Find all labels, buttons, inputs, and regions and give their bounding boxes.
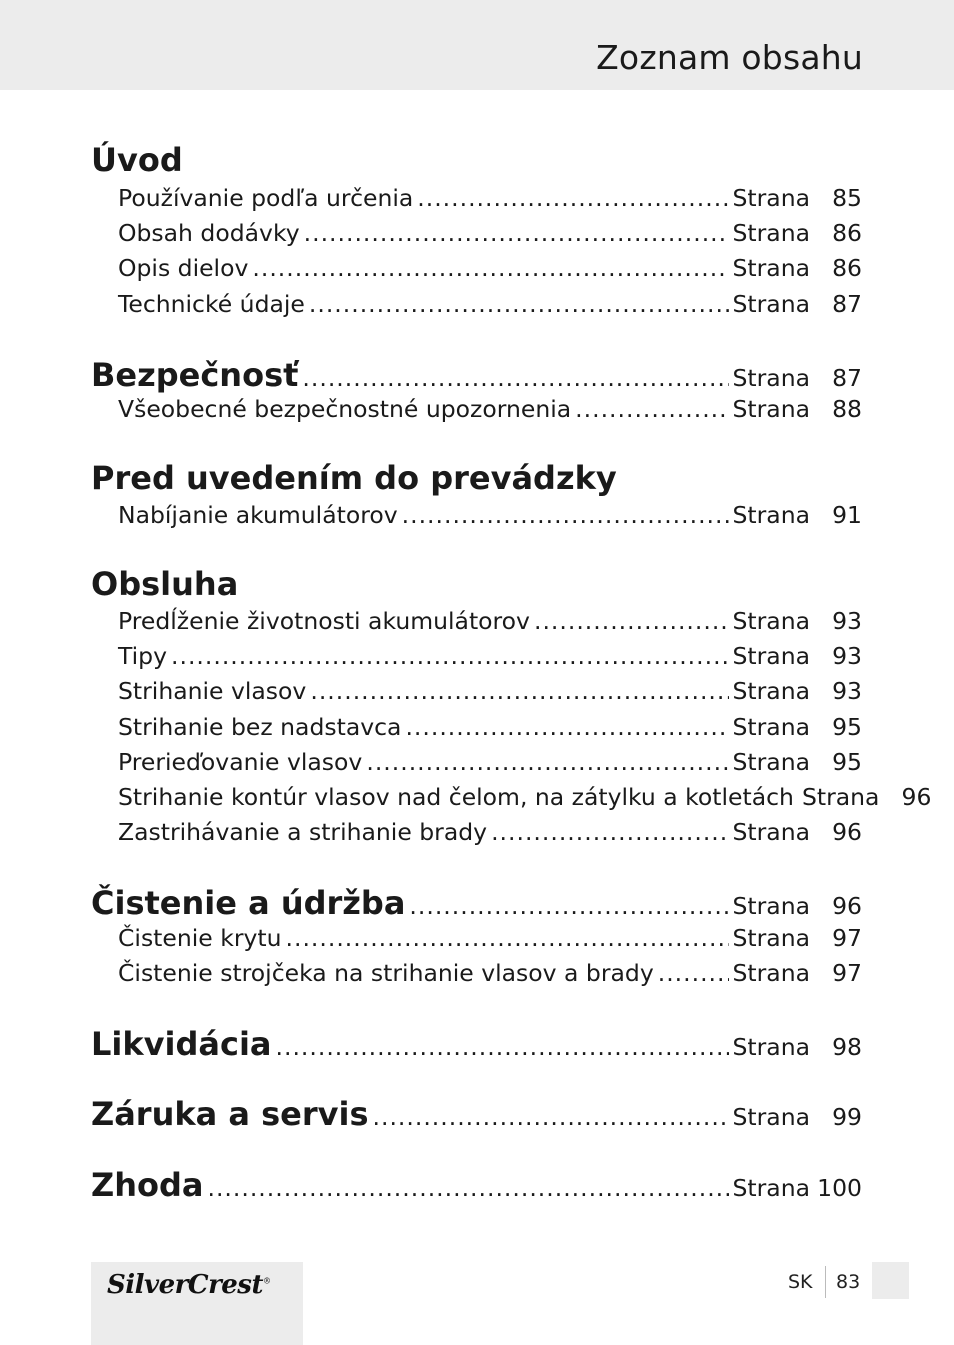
section-page: 96 [832, 892, 862, 920]
dot-leader [405, 713, 728, 741]
toc-entry [91, 184, 862, 219]
section-title: Úvod [91, 141, 183, 179]
entry-page: 91 [832, 501, 862, 529]
strana-label: Strana [732, 1174, 810, 1202]
toc-entry [91, 501, 862, 536]
entry-page: 93 [832, 677, 862, 705]
entry-page: 95 [832, 713, 862, 741]
dot-leader [310, 677, 728, 705]
entry-label: Zastrihávanie a strihanie brady [118, 818, 488, 846]
registered-mark: ® [262, 1276, 271, 1286]
toc-entry [91, 959, 862, 994]
toc-section-heading [91, 141, 862, 181]
strana-label: Strana [732, 818, 810, 846]
toc-section-heading [91, 1095, 862, 1135]
toc-entry [91, 642, 862, 677]
entry-label: Používanie podľa určenia [118, 184, 414, 212]
section-page: 87 [832, 364, 862, 392]
toc-entry [91, 290, 862, 325]
strana-label: Strana [732, 607, 810, 635]
toc-entry [91, 748, 862, 783]
toc-section-heading [91, 884, 862, 924]
dot-leader [402, 501, 729, 529]
entry-label: Opis dielov [118, 254, 249, 282]
toc-entry [91, 783, 932, 818]
toc-entry [91, 677, 862, 712]
page-title: Zoznam obsahu [596, 38, 863, 77]
entry-label: Tipy [118, 642, 167, 670]
section-page: 100 [817, 1174, 862, 1202]
strana-label: Strana [732, 959, 810, 987]
entry-page: 93 [832, 642, 862, 670]
dot-leader [658, 959, 729, 987]
entry-page: 88 [832, 395, 862, 423]
toc-entry [91, 254, 862, 289]
dot-leader [286, 924, 729, 952]
entry-page: 86 [832, 219, 862, 247]
section-page: 99 [832, 1103, 862, 1131]
entry-label: Čistenie krytu [118, 924, 282, 952]
page-number: 83 [836, 1271, 861, 1293]
entry-label: Technické údaje [118, 290, 305, 318]
toc-entry [91, 219, 862, 254]
dot-leader [171, 642, 729, 670]
strana-label: Strana [732, 395, 810, 423]
section-title: Likvidácia [91, 1025, 272, 1063]
entry-label: Obsah dodávky [118, 219, 300, 247]
strana-label: Strana [732, 748, 810, 776]
dot-leader [575, 395, 728, 423]
strana-label: Strana [732, 924, 810, 952]
dot-leader [534, 607, 729, 635]
dot-leader [302, 364, 728, 392]
toc-entry [91, 924, 862, 959]
entry-label: Strihanie kontúr vlasov nad čelom, na zátylku a kotletách [118, 783, 794, 811]
toc-section-heading [91, 1025, 862, 1065]
strana-label: Strana [732, 642, 810, 670]
strana-label: Strana [732, 219, 810, 247]
section-title: Záruka a servis [91, 1095, 369, 1133]
dot-leader [252, 254, 728, 282]
entry-label: Predĺženie životnosti akumulátorov [118, 607, 530, 635]
entry-label: Prerieďovanie vlasov [118, 748, 363, 776]
entry-page: 86 [832, 254, 862, 282]
entry-page: 97 [832, 924, 862, 952]
toc-entry [91, 395, 862, 430]
section-page: 98 [832, 1033, 862, 1061]
entry-label: Nabíjanie akumulátorov [118, 501, 398, 529]
strana-label: Strana [732, 713, 810, 741]
page-header [0, 0, 954, 90]
section-title: Obsluha [91, 565, 239, 603]
entry-page: 96 [901, 783, 932, 811]
footer-corner-tab [872, 1262, 909, 1299]
section-title: Pred uvedením do prevádzky [91, 459, 617, 497]
dot-leader [366, 748, 728, 776]
strana-label: Strana [732, 677, 810, 705]
entry-label: Strihanie vlasov [118, 677, 307, 705]
strana-label: Strana [801, 783, 880, 811]
toc-entry [91, 818, 862, 853]
dot-leader [207, 1174, 728, 1202]
entry-page: 96 [832, 818, 862, 846]
section-title: Zhoda [91, 1166, 204, 1204]
strana-label: Strana [732, 1033, 810, 1061]
footer-logo-box [91, 1262, 303, 1345]
dot-leader [409, 892, 728, 920]
entry-label: Čistenie strojčeka na strihanie vlasov a brady [118, 959, 654, 987]
entry-label: Strihanie bez nadstavca [118, 713, 402, 741]
section-title: Čistenie a údržba [91, 884, 406, 922]
strana-label: Strana [732, 364, 810, 392]
strana-label: Strana [732, 1103, 810, 1131]
strana-label: Strana [732, 501, 810, 529]
language-code: SK [788, 1271, 813, 1293]
entry-label: Všeobecné bezpečnostné upozornenia [118, 395, 572, 423]
toc-section-heading [91, 459, 862, 499]
strana-label: Strana [732, 254, 810, 282]
dot-leader [373, 1103, 729, 1131]
toc-entry [91, 713, 862, 748]
dot-leader [309, 290, 729, 318]
entry-page: 97 [832, 959, 862, 987]
dot-leader [491, 818, 728, 846]
toc-section-heading [91, 356, 862, 396]
toc-section-heading [91, 565, 862, 605]
entry-page: 87 [832, 290, 862, 318]
dot-leader [304, 219, 729, 247]
toc-entry [91, 607, 862, 642]
dot-leader [417, 184, 728, 212]
entry-page: 95 [832, 748, 862, 776]
dot-leader [276, 1033, 729, 1061]
entry-page: 85 [832, 184, 862, 212]
toc-section-heading [91, 1166, 862, 1206]
strana-label: Strana [732, 892, 810, 920]
logo-text: SilverCrest [107, 1270, 263, 1300]
entry-page: 93 [832, 607, 862, 635]
section-title: Bezpečnosť [91, 356, 299, 394]
strana-label: Strana [732, 184, 810, 212]
strana-label: Strana [732, 290, 810, 318]
footer-separator [825, 1266, 826, 1298]
silvercrest-logo [107, 1270, 270, 1300]
